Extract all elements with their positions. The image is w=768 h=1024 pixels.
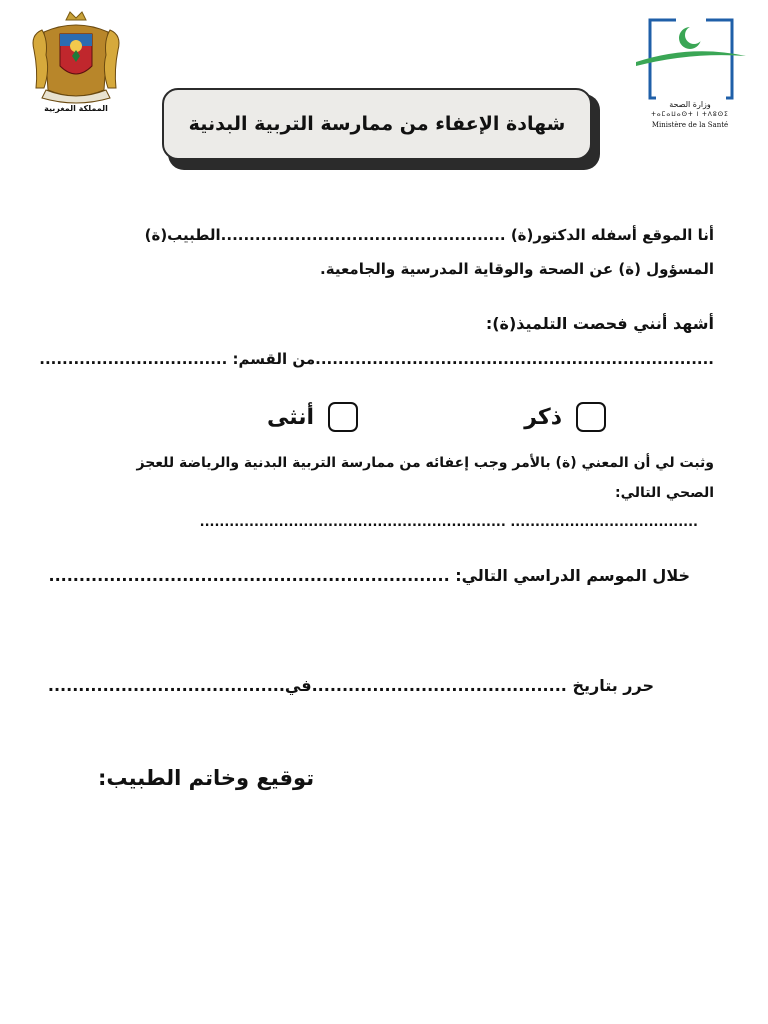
student-class-line: ......................................................................من القسم: ................................. xyxy=(39,350,714,368)
ministry-logo-icon xyxy=(636,16,746,101)
ministry-name-arabic: وزارة الصحة xyxy=(669,100,711,109)
ministry-name-tifinagh: ⵜⴰⵎⴰⵡⴰⵙⵜ ⵏ ⵜⴷⵓⵙⵉ xyxy=(651,111,729,118)
female-checkbox[interactable] xyxy=(328,402,358,432)
health-condition-label: الصحي التالي: xyxy=(614,485,714,501)
exemption-statement-line: وثبت لي أن المعني (ة) بالأمر وجب إعفائه من ممارسة التربية البدنية والرياضة للعجز xyxy=(136,455,714,471)
date-place-line: حرر بتاريخ ..........................................في....................................... xyxy=(47,676,654,695)
royal-emblem-icon xyxy=(26,10,126,105)
title-box xyxy=(162,88,592,160)
student-examined-line: أشهد أنني فحصت التلميذ(ة): xyxy=(485,314,714,333)
school-year-line: خلال الموسم الدراسي التالي: .................................................................. xyxy=(48,566,690,585)
female-label: أنثى xyxy=(266,404,314,430)
male-label: ذكر xyxy=(524,404,562,430)
doctor-name-line: أنا الموقع أسفله الدكتور(ة) ..................................................الطبيب(ة) xyxy=(144,226,714,244)
gender-female-option[interactable] xyxy=(267,402,358,432)
health-condition-field: ...................................... .............................................................. xyxy=(199,515,698,530)
ministry-name-french: Ministère de la Santé xyxy=(651,121,729,129)
emblem-caption: المملكة المغربية xyxy=(44,104,108,113)
doctor-signature-label: توقيع وخاتم الطبيب: xyxy=(98,766,315,790)
page-title: شهادة الإعفاء من ممارسة التربية البدنية xyxy=(188,113,566,135)
gender-male-option[interactable] xyxy=(524,402,606,432)
doctor-role-line: المسؤول (ة) عن الصحة والوقاية المدرسية والجامعية. xyxy=(320,260,714,278)
male-checkbox[interactable] xyxy=(576,402,606,432)
